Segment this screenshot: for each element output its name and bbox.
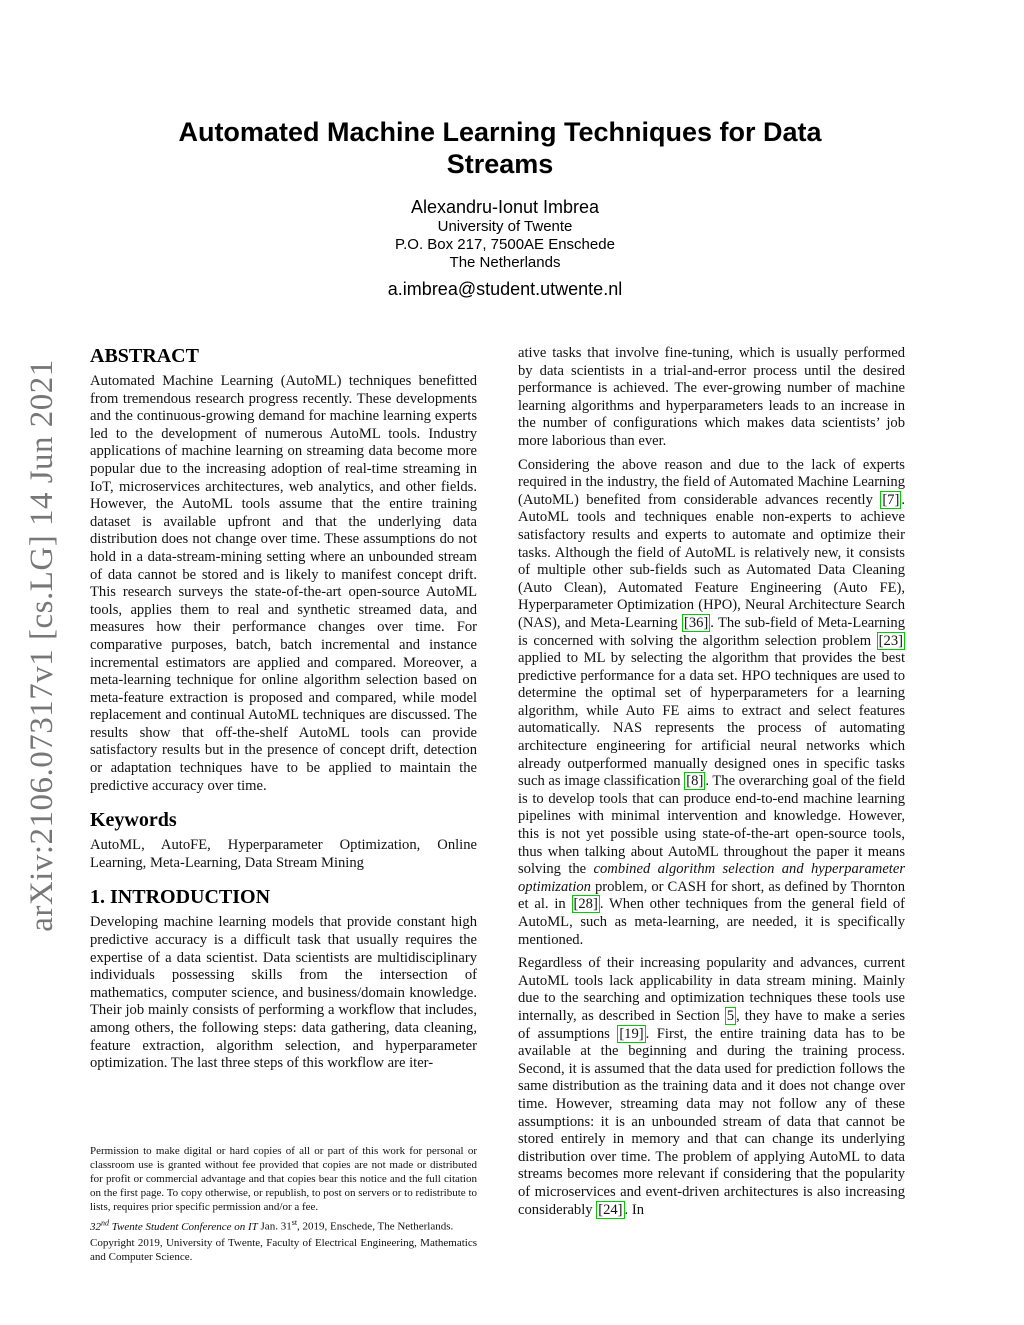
citation-link[interactable]: [7] [882, 491, 900, 508]
author-name: Alexandru-Ionut Imbrea [410, 197, 600, 217]
intro-paragraph-1-continued: ative tasks that involve fine-tuning, which is usually performed by data scientists in a trial-and-error process until the desired performance is achieved. The ever-growing number of machine learning algorithms and hyperparameters leads to an increase in the number of configurations which makes data scientists’ job more laborious than ever. [518, 345, 905, 449]
left-column [90, 345, 477, 1079]
cash-term: combined algorithm selection and hyperparameter optimization [518, 861, 906, 895]
author-country: The Netherlands [449, 254, 561, 271]
intro-paragraph-1: Developing machine learning models that provide constant high predictive accuracy is a difficult task that usually requires the expertise of a data scientist. Data scientists are multidisciplinary individuals possessing skills from the intersection of mathematics, computer science, and business/domain knowledge. Their job mainly consists of performing a workflow that includes, among others, the following steps: data gathering, data cleaning, feature extraction, algorithm selection, and hyperparameter optimization. The last three steps of this workflow are iter- [90, 914, 477, 1072]
keywords-heading: Keywords [90, 809, 177, 832]
keywords-text: AutoML, AutoFE, Hyperparameter Optimization, Online Learning, Meta-Learning, Data Stream Mining [90, 837, 477, 871]
citation-link[interactable]: [23] [878, 632, 903, 649]
author-affiliation: University of Twente [437, 218, 573, 235]
author-block [300, 196, 710, 300]
permission-notice: Permission to make digital or hard copies of all or part of this work for personal or classroom use is granted without fee provided that copies are not made or distributed for profit or commercial advantage and that copies bear this notice and the full citation on the first page. To copy otherwise, or republish, to post on servers or to redistribute to lists, requires prior specific permission and/or a fee. [90, 1145, 477, 1213]
citation-link[interactable]: [28] [573, 896, 598, 913]
abstract-heading: ABSTRACT [90, 345, 199, 367]
author-address: P.O. Box 217, 7500AE Enschede [395, 236, 615, 253]
section-link[interactable]: 5 [726, 1007, 735, 1024]
right-column [518, 345, 905, 1225]
arxiv-id-text: arXiv:2106.07317v1 [cs.LG] 14 Jun 2021 [23, 358, 60, 932]
arxiv-identifier [12, 345, 72, 945]
conference-note: 32nd Twente Student Conference on IT Jan. 31st, 2019, Enschede, The Netherlands. [90, 1218, 454, 1233]
citation-link[interactable]: [8] [686, 773, 704, 790]
author-email: a.imbrea@student.utwente.nl [387, 279, 623, 299]
footnote [90, 1144, 477, 1266]
citation-link[interactable]: [19] [619, 1025, 644, 1042]
citation-link[interactable]: [24] [598, 1201, 623, 1218]
copyright-notice: Copyright 2019, University of Twente, Faculty of Electrical Engineering, Mathematics and Computer Science. [90, 1236, 477, 1263]
intro-paragraph-3: Regardless of their increasing popularity and advances, current AutoML tools lack applicability in data stream mining. Mainly due to the searching and optimization techniques these tools use internally, as described in Section 5 , they have to make a series of assumptions [19] . First, the entire training data has to be available at the beginning and during the training process. Second, it is assumed that the data used for prediction follows the same distribution as the training data and it does not change over time. However, streaming data may not follow any of these assumptions: it is an unbounded stream of data that cannot be stored entirely in memory and that can change its underlying distribution over time. The problem of applying AutoML to data streams becomes more relevant if considering that the popularity of microservices and event-driven architectures is also increasing considerably [24] . In [518, 955, 905, 1218]
paper-title: Automated Machine Learning Techniques for Data Streams [178, 117, 822, 179]
citation-link[interactable]: [36] [683, 614, 709, 631]
introduction-heading: 1. INTRODUCTION [90, 886, 271, 909]
intro-paragraph-2: Considering the above reason and due to the lack of experts required in the industry, the field of Automated Machine Learning (AutoML) benefited from considerable advances recently [7] . AutoML tools and techniques enable non-experts to achieve satisfactory results and experts to automate and optimize their tasks. Although the field of AutoML is relatively new, it consists of multiple other sub-fields such as Automated Data Cleaning (Auto Clean), Automated Feature Engineering (Auto FE), Hyperparameter Optimization (HPO), Neural Architecture Search (NAS), and Meta-Learning [36] . The sub-field of Meta-Learning is concerned with solving the algorithm selection problem [23] applied to ML by selecting the algorithm that provides the best predictive performance for a data set. HPO techniques are used to determine the optimal set of hyperparameters for a learning algorithm, while Auto FE aims to extract and select features automatically. NAS represents the process of automating architecture engineering for artificial neural networks which already outperformed manually designed ones in specific tasks such as image classification [8] . The overarching goal of the field is to develop tools that can produce end-to-end machine learning pipelines with minimal intervention and knowledge. However, this is not yet possible using state-of-the-art open-source tools, thus when talking about AutoML throughout the paper it means solving the combined algorithm selection and hyperparameter optimization problem, or CASH for short, as defined by Thornton et al. in [28] . When other techniques from the general field of AutoML, such as meta-learning, are needed, it is specifically mentioned. [518, 456, 906, 948]
abstract-text: Automated Machine Learning (AutoML) techniques benefitted from tremendous research progress recently. These developments and the continuous-growing demand for machine learning experts led to the development of numerous AutoML tools. Industry applications of machine learning on streaming data become more popular due to the increasing adoption of real-time streaming in IoT, microservices architectures, web analytics, and other fields. However, the AutoML tools assume that the entire training dataset is available upfront and that the underlying data distribution does not change over time. These assumptions do not hold in a data-stream-mining setting where an unbounded stream of data cannot be stored and is likely to manifest concept drift. This research surveys the state-of-the-art open-source AutoML tools, applies them to real and synthetic streamed data, and measures how their performance changes over time. For comparative purposes, batch, batch incremental and instance incremental estimators are applied and compared. Moreover, a meta-learning technique for online algorithm selection based on meta-feature extraction is proposed and compared, while model replacement and continual AutoML techniques are discussed. The results show that off-the-shelf AutoML tools can provide satisfactory results but in the presence of concept drift, detection or adaptation techniques have to be applied to maintain the predictive accuracy over time. [90, 373, 477, 794]
